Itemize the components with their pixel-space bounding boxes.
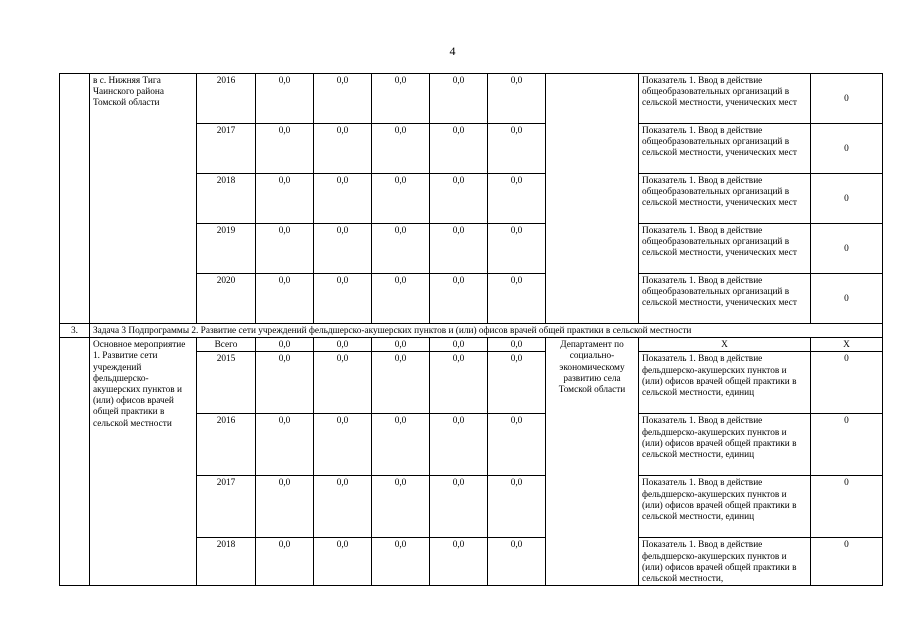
- value-cell: 0,0: [430, 352, 488, 414]
- value-cell: 0,0: [372, 124, 430, 174]
- value-cell: 0,0: [372, 414, 430, 476]
- value-cell: 0,0: [372, 538, 430, 586]
- value-cell: 0,0: [372, 274, 430, 324]
- value-cell: 0,0: [488, 274, 546, 324]
- indicator-value: 0: [811, 124, 883, 174]
- value-cell: 0,0: [256, 352, 314, 414]
- activity-name: Основное мероприятие 1. Развитие сети учреждений фельдшерско-акушерских пунктов и (или) офисов врачей общей практики в сельской местности: [90, 338, 197, 586]
- indicator-value: 0: [811, 174, 883, 224]
- year-cell: 2016: [197, 414, 256, 476]
- year-cell: 2015: [197, 352, 256, 414]
- value-cell: 0,0: [488, 338, 546, 352]
- indicator-value: 0: [811, 414, 883, 476]
- value-cell: 0,0: [314, 124, 372, 174]
- executor-cell: [546, 74, 639, 324]
- value-cell: 0,0: [430, 124, 488, 174]
- value-cell: 0,0: [314, 414, 372, 476]
- value-cell: 0,0: [430, 224, 488, 274]
- value-cell: 0,0: [372, 476, 430, 538]
- value-cell: 0,0: [314, 538, 372, 586]
- year-cell: 2018: [197, 538, 256, 586]
- row-index-cell: [60, 338, 90, 586]
- year-cell: 2020: [197, 274, 256, 324]
- value-cell: 0,0: [488, 124, 546, 174]
- value-cell: 0,0: [488, 174, 546, 224]
- value-cell: 0,0: [430, 476, 488, 538]
- value-cell: 0,0: [488, 476, 546, 538]
- value-cell: 0,0: [314, 224, 372, 274]
- value-cell: 0,0: [488, 74, 546, 124]
- indicator-value: 0: [811, 74, 883, 124]
- value-cell: 0,0: [256, 338, 314, 352]
- value-cell: 0,0: [314, 74, 372, 124]
- value-cell: 0,0: [430, 338, 488, 352]
- value-cell: 0,0: [256, 224, 314, 274]
- value-cell: 0,0: [256, 274, 314, 324]
- value-cell: 0,0: [256, 414, 314, 476]
- indicator-cell: Показатель 1. Ввод в действие общеобразовательных организаций в сельской местности, ученических мест: [639, 174, 811, 224]
- value-cell: 0,0: [256, 174, 314, 224]
- value-cell: 0,0: [488, 352, 546, 414]
- task-index: 3.: [60, 324, 90, 338]
- task-title: Задача 3 Подпрограммы 2. Развитие сети учреждений фельдшерско-акушерских пунктов и (или) офисов врачей общей практики в сельской местности: [90, 324, 883, 338]
- value-cell: 0,0: [430, 174, 488, 224]
- value-cell: 0,0: [430, 538, 488, 586]
- value-cell: 0,0: [430, 274, 488, 324]
- value-cell: 0,0: [314, 352, 372, 414]
- indicator-cell: Показатель 1. Ввод в действие фельдшерско-акушерских пунктов и (или) офисов врачей общей практики в сельской местности, единиц: [639, 476, 811, 538]
- executor-cell: Департамент по социально-экономическому развитию села Томской области: [546, 338, 639, 586]
- value-cell: 0,0: [488, 414, 546, 476]
- value-cell: 0,0: [372, 74, 430, 124]
- indicator-cell: Показатель 1. Ввод в действие фельдшерско-акушерских пунктов и (или) офисов врачей общей практики в сельской местности, единиц: [639, 352, 811, 414]
- year-cell: 2018: [197, 174, 256, 224]
- task-row: [60, 324, 883, 338]
- value-cell: 0,0: [488, 224, 546, 274]
- indicator-value: 0: [811, 274, 883, 324]
- value-cell: 0,0: [488, 538, 546, 586]
- value-cell: 0,0: [372, 338, 430, 352]
- value-cell: 0,0: [372, 352, 430, 414]
- indicator-value: 0: [811, 476, 883, 538]
- value-cell: 0,0: [314, 476, 372, 538]
- activity-name: в с. Нижняя Тига Чаинского района Томской области: [90, 74, 197, 324]
- year-cell: Всего: [197, 338, 256, 352]
- year-cell: 2019: [197, 224, 256, 274]
- indicator-value: 0: [811, 224, 883, 274]
- year-cell: 2017: [197, 124, 256, 174]
- value-cell: 0,0: [314, 174, 372, 224]
- value-cell: 0,0: [256, 74, 314, 124]
- indicator-cell: Показатель 1. Ввод в действие фельдшерско-акушерских пунктов и (или) офисов врачей общей практики в сельской местности,: [639, 538, 811, 586]
- indicator-cell: Показатель 1. Ввод в действие общеобразовательных организаций в сельской местности, ученических мест: [639, 124, 811, 174]
- indicator-cell: Показатель 1. Ввод в действие общеобразовательных организаций в сельской местности, ученических мест: [639, 274, 811, 324]
- program-table: [59, 73, 883, 586]
- indicator-value: Х: [811, 338, 883, 352]
- indicator-value: 0: [811, 352, 883, 414]
- indicator-cell: Показатель 1. Ввод в действие общеобразовательных организаций в сельской местности, ученических мест: [639, 224, 811, 274]
- value-cell: 0,0: [256, 476, 314, 538]
- indicator-cell: Показатель 1. Ввод в действие фельдшерско-акушерских пунктов и (или) офисов врачей общей практики в сельской местности, единиц: [639, 414, 811, 476]
- value-cell: 0,0: [256, 124, 314, 174]
- value-cell: 0,0: [314, 338, 372, 352]
- value-cell: 0,0: [372, 174, 430, 224]
- table-row: [60, 74, 883, 124]
- indicator-cell: Х: [639, 338, 811, 352]
- year-cell: 2017: [197, 476, 256, 538]
- value-cell: 0,0: [430, 414, 488, 476]
- indicator-cell: Показатель 1. Ввод в действие общеобразовательных организаций в сельской местности, ученических мест: [639, 74, 811, 124]
- value-cell: 0,0: [372, 224, 430, 274]
- row-index-cell: [60, 74, 90, 324]
- page-number: 4: [449, 44, 456, 58]
- indicator-value: 0: [811, 538, 883, 586]
- value-cell: 0,0: [256, 538, 314, 586]
- year-cell: 2016: [197, 74, 256, 124]
- value-cell: 0,0: [430, 74, 488, 124]
- table-row-total: [60, 338, 883, 352]
- value-cell: 0,0: [314, 274, 372, 324]
